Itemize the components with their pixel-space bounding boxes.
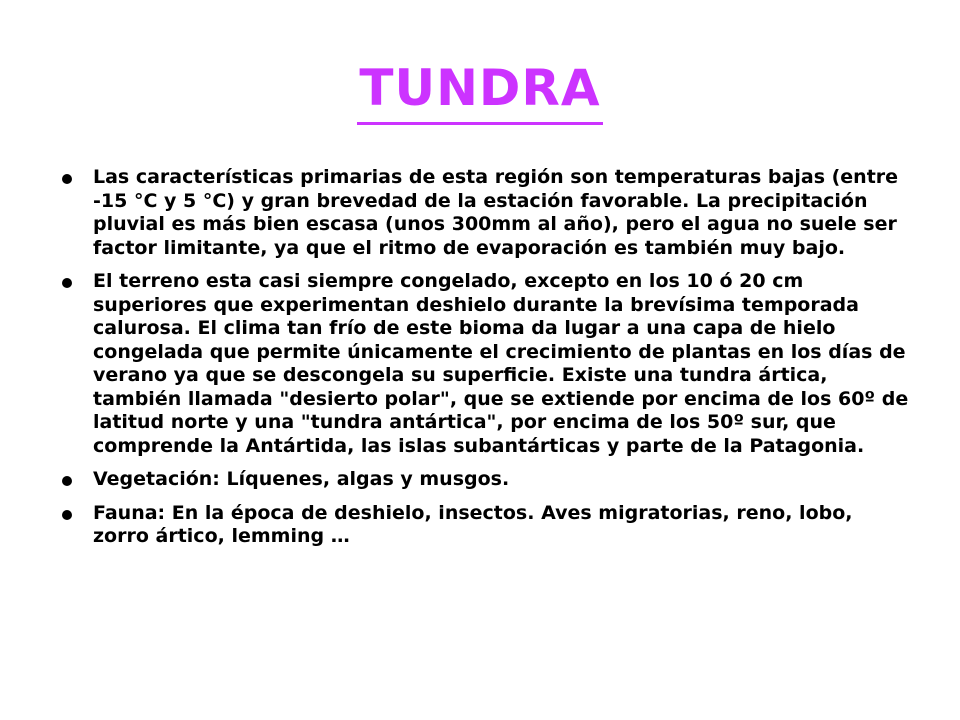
bullet-dot-icon <box>62 476 72 486</box>
bullet-text: Las características primarias de esta región son temperaturas bajas (entre -15 °C y 5 °C) y gran brevedad de la estación favorable. La precipitación pluvial es más bien escasa (unos 300mm al año), pero el agua no suele ser factor limitante, ya que el ritmo de evaporación es también muy bajo. <box>93 166 899 259</box>
bullet-dot-icon <box>62 278 72 288</box>
bullet-dot-icon <box>62 510 72 520</box>
bullet-item-terrain <box>62 270 912 458</box>
bullet-item-fauna <box>62 502 912 549</box>
slide-title: TUNDRA <box>357 58 602 125</box>
bullet-list <box>62 166 912 559</box>
bullet-text: El terreno esta casi siempre congelado, excepto en los 10 ó 20 cm superiores que experimentan deshielo durante la brevísima temporada calurosa. El clima tan frío de este bioma da lugar a una capa de hielo congelada que permite únicamente el crecimiento de plantas en los días de verano ya que se descongela su superficie. Existe una tundra ártica, también llamada "desierto polar", que se extiende por encima de los 60º de latitud norte y una "tundra antártica", por encima de los 50º sur, que comprende la Antártida, las islas subantárticas y parte de la Patagonia. <box>93 270 909 457</box>
bullet-item-vegetation <box>62 468 912 492</box>
bullet-item-characteristics <box>62 166 912 260</box>
bullet-text: Vegetación: Líquenes, algas y musgos. <box>93 468 510 490</box>
title-container <box>0 58 960 125</box>
bullet-dot-icon <box>62 174 72 184</box>
bullet-text: Fauna: En la época de deshielo, insectos. Aves migratorias, reno, lobo, zorro ártico, lemming … <box>93 501 853 547</box>
